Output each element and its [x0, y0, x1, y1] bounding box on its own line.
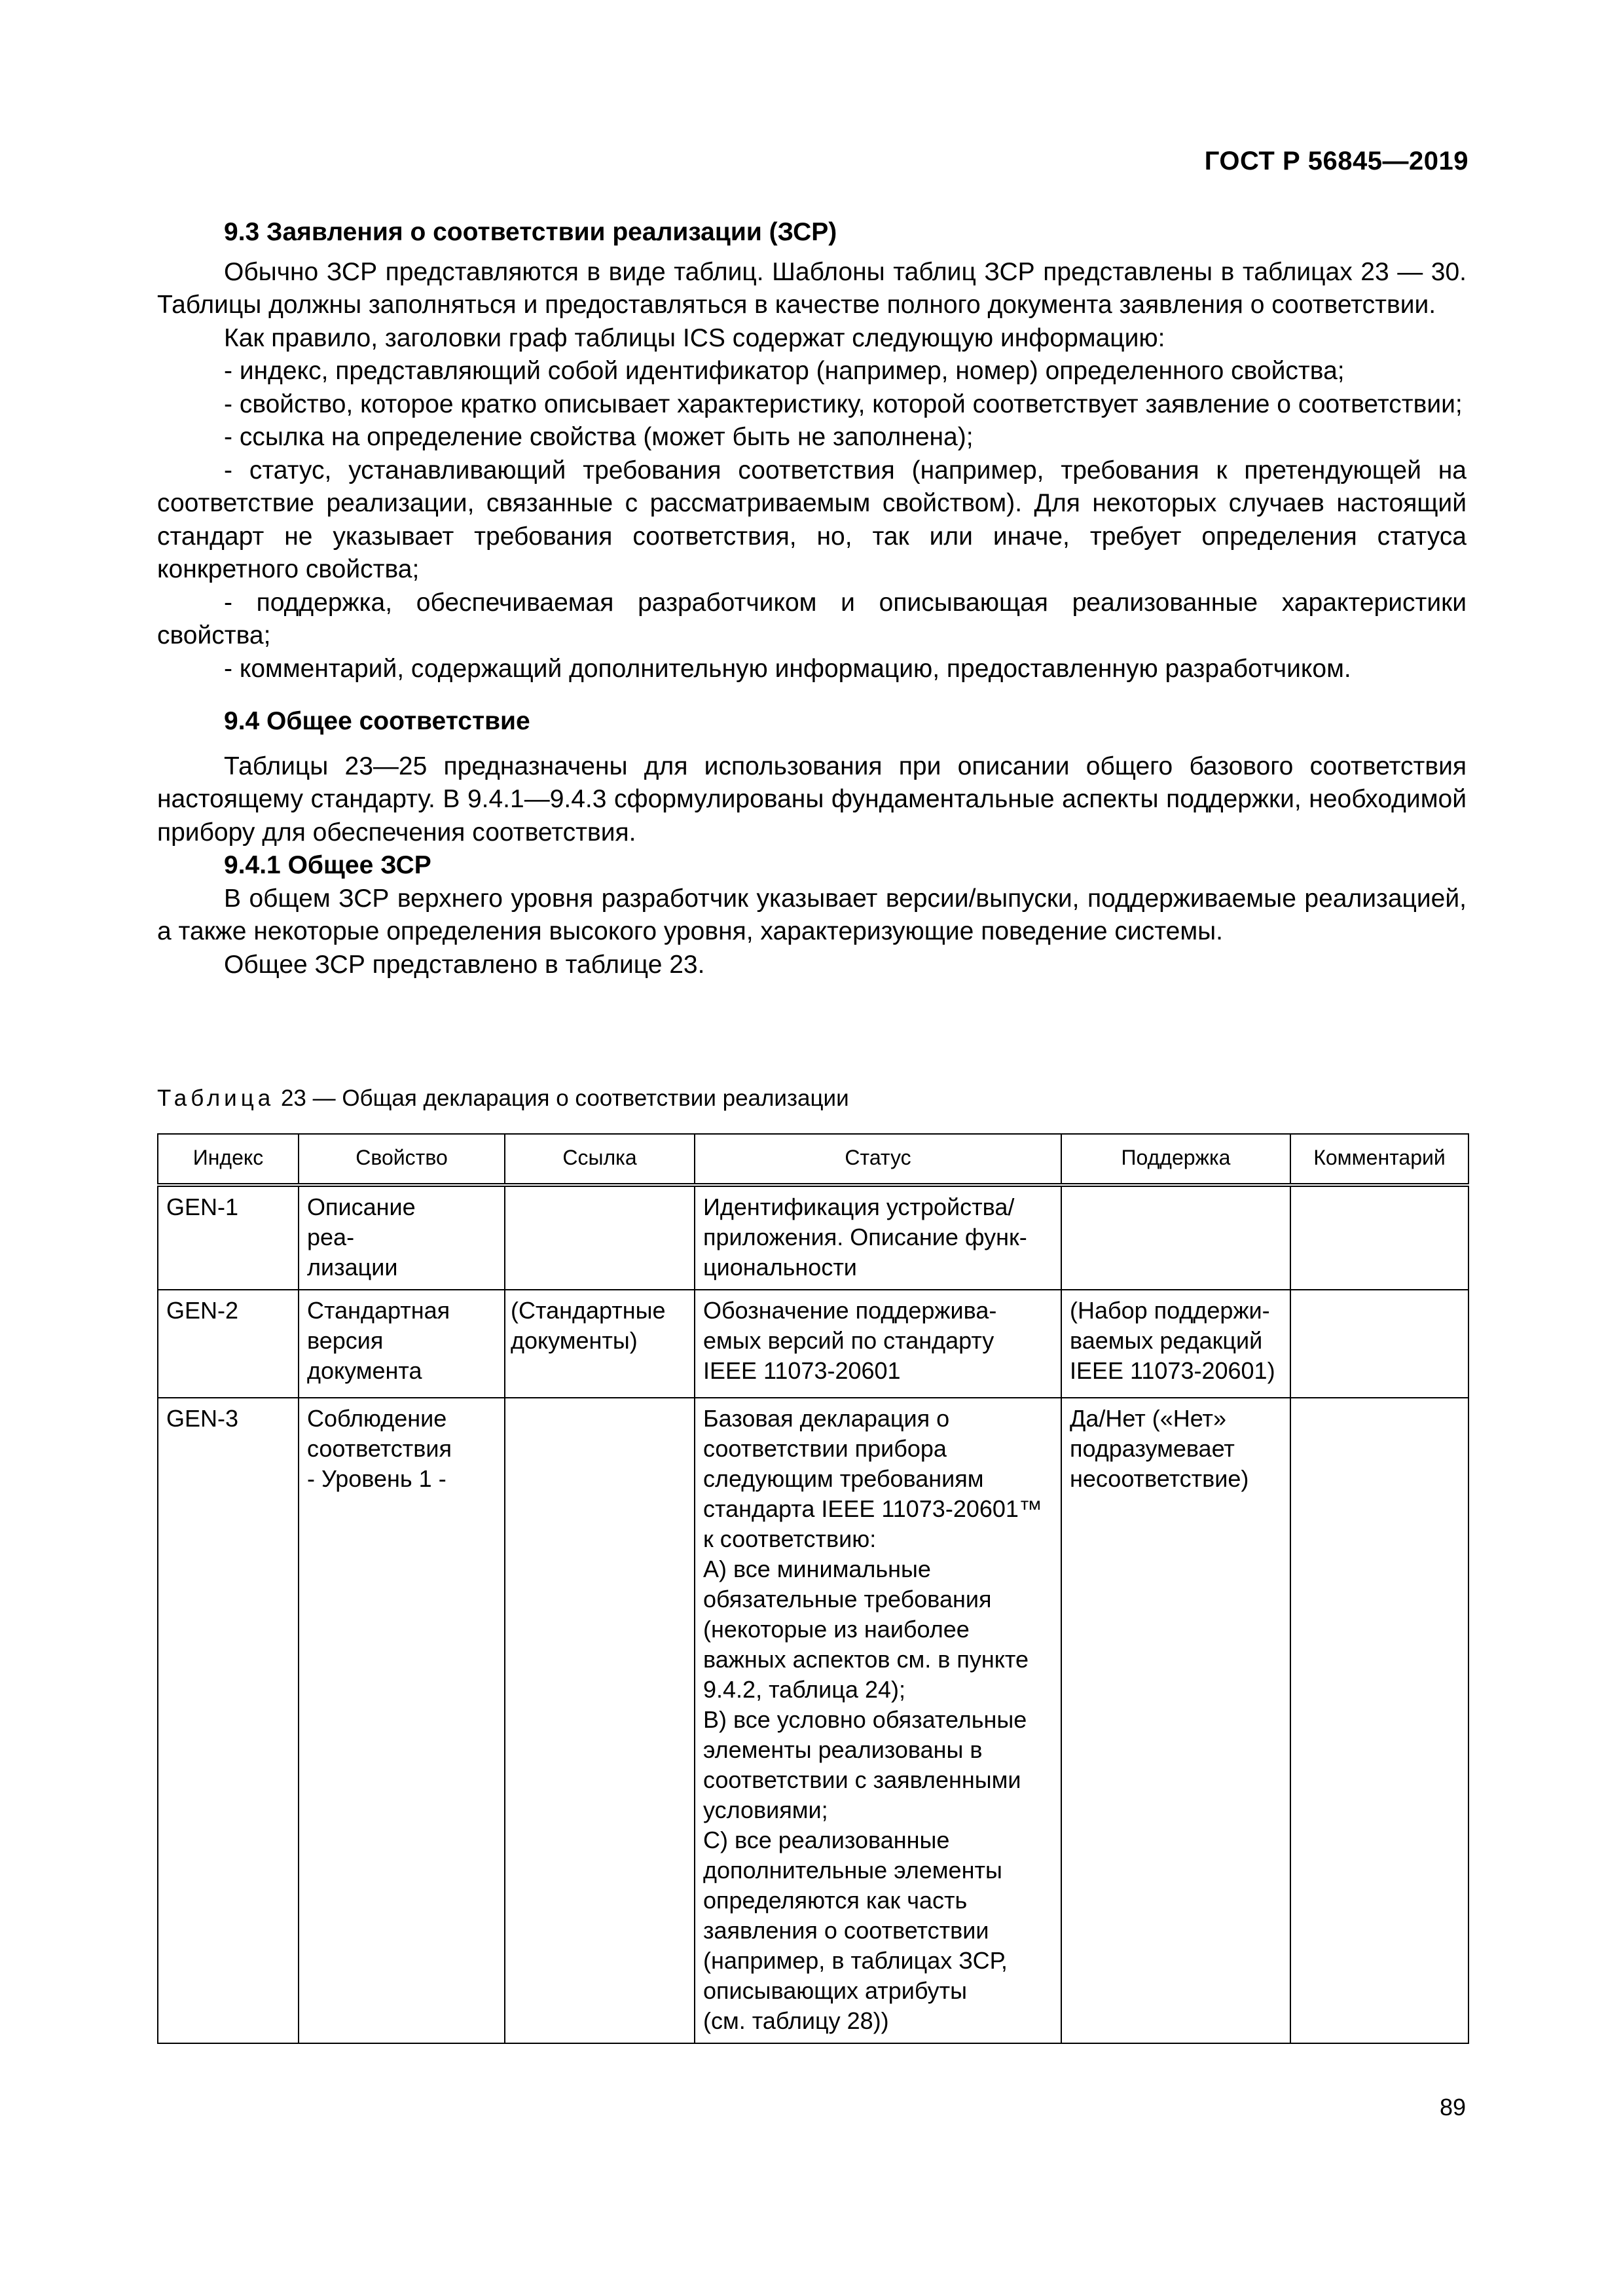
table-cell: Описание реа- лизации [299, 1185, 505, 1290]
paragraph: Как правило, заголовки граф таблицы ICS содержат следующую информацию: [224, 323, 1165, 352]
table-cell [1061, 1185, 1290, 1290]
list-item: - поддержка, обеспечиваемая разработчиком и описывающая реализованные характеристики свойства; [157, 588, 1467, 649]
table-cell [1290, 1185, 1468, 1290]
paragraph: Таблицы 23—25 предназначены для использования при описании общего базового соответствия настоящему стандарту. В 9.4.1—9.4.3 сформулированы фундаментальные аспекты поддержки, необходимой прибору для обеспечения соответствия. [157, 752, 1467, 847]
column-header: Ссылка [505, 1134, 695, 1185]
section-9-4-heading: 9.4 Общее соответствие [224, 707, 530, 735]
table-cell: Соблюдение соответствия - Уровень 1 - [299, 1398, 505, 2043]
table-cell [1290, 1290, 1468, 1398]
table-caption-text: 23 — Общая декларация о соответствии реализации [274, 1085, 849, 1111]
conformance-table [157, 1133, 1469, 2044]
paragraph: Обычно ЗСР представляются в виде таблиц. Шаблоны таблиц ЗСР представлены в таблицах 23 — 30. Таблицы должны заполняться и предоставляться в качестве полного документа заявления о соответствии. [157, 257, 1467, 319]
table-cell: GEN-2 [158, 1290, 299, 1398]
table-caption-prefix: Таблица [157, 1085, 275, 1111]
table-cell [505, 1398, 695, 2043]
document-id: ГОСТ Р 56845—2019 [1204, 147, 1468, 175]
body-text [157, 216, 1467, 981]
table-header-row [158, 1134, 1468, 1185]
list-item: - комментарий, содержащий дополнительную информацию, предоставленную разработчиком. [224, 654, 1351, 683]
table-cell: GEN-1 [158, 1185, 299, 1290]
list-item: - индекс, представляющий собой идентификатор (например, номер) определенного свойства; [224, 357, 1345, 385]
table-row [158, 1290, 1468, 1398]
section-9-4-1-heading: 9.4.1 Общее ЗСР [224, 851, 431, 879]
table-cell: Обозначение поддержива- емых версий по стандарту IEEE 11073-20601 [695, 1290, 1061, 1398]
table-cell: GEN-3 [158, 1398, 299, 2043]
table-row [158, 1185, 1468, 1290]
page-number: 89 [1439, 2094, 1466, 2121]
table-cell [505, 1185, 695, 1290]
column-header: Комментарий [1290, 1134, 1468, 1185]
table-row [158, 1398, 1468, 2043]
table-cell: Идентификация устройства/ приложения. Описание функ- циональности [695, 1185, 1061, 1290]
section-9-3-heading: 9.3 Заявления о соответствии реализации (ЗСР) [224, 218, 837, 246]
table-cell: Стандартная версия документа [299, 1290, 505, 1398]
table-cell: (Набор поддержи- ваемых редакций IEEE 11073-20601) [1061, 1290, 1290, 1398]
table-caption [157, 1085, 849, 1112]
list-item: - свойство, которое кратко описывает характеристику, которой соответствует заявление о соответствии; [224, 390, 1463, 418]
list-item: - статус, устанавливающий требования соответствия (например, требования к претендующей на соответствие реализации, связанные с рассматриваемым свойством). Для некоторых случаев настоящий стандарт не указывает требования соответствия, но, так или иначе, требует определения статуса конкретного свойства; [157, 456, 1467, 583]
list-item: - ссылка на определение свойства (может быть не заполнена); [224, 423, 974, 451]
paragraph: В общем ЗСР верхнего уровня разработчик указывает версии/выпуски, поддерживаемые реализацией, а также некоторые определения высокого уровня, характеризующие поведение системы. [157, 884, 1467, 945]
column-header: Статус [695, 1134, 1061, 1185]
column-header: Поддержка [1061, 1134, 1290, 1185]
column-header: Индекс [158, 1134, 299, 1185]
table-cell: Базовая декларация о соответствии прибора следующим требованиям стандарта IEEE 11073-20601™ к соответствию: A) все минимальные обязательные требования (некоторые из наиболее важных аспектов см. в пункте 9.4.2, таблица 24); B) все условно обязательные элементы реализованы в соответствии с заявленными условиями; C) все реализованные дополнительные элементы определяются как часть заявления о соответствии (например, в таблицах ЗСР, описывающих атрибуты (см. таблицу 28)) [695, 1398, 1061, 2043]
column-header: Свойство [299, 1134, 505, 1185]
paragraph: Общее ЗСР представлено в таблице 23. [224, 950, 705, 979]
table-cell: (Стандартные документы) [505, 1290, 695, 1398]
table-cell [1290, 1398, 1468, 2043]
table-cell: Да/Нет («Нет» подразумевает несоответствие) [1061, 1398, 1290, 2043]
